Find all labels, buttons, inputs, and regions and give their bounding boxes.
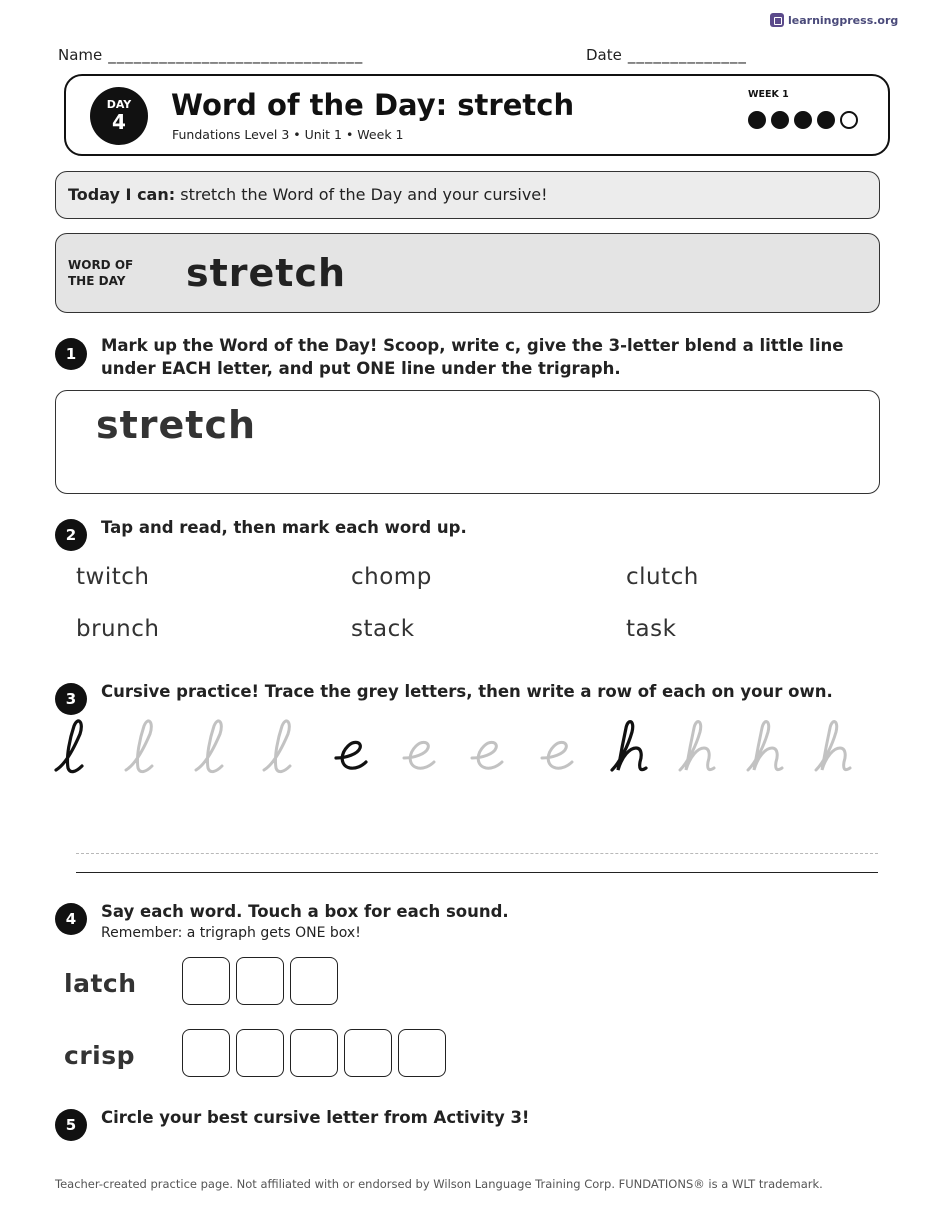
date-field[interactable] (586, 46, 747, 64)
week-label: WEEK 1 (748, 89, 789, 100)
name-blank: ______________________________ (108, 46, 364, 64)
word-of-day-box (55, 233, 880, 313)
book-icon (770, 13, 784, 27)
goal-lead: Today I can: (68, 185, 176, 204)
sound-box[interactable] (290, 1029, 338, 1077)
sound-box[interactable] (290, 957, 338, 1005)
activity-2-number: 2 (55, 519, 87, 551)
word-of-day-label: WORD OF THE DAY (68, 258, 134, 288)
activity-2-instruction: Tap and read, then mark each word up. (101, 518, 467, 537)
tap-word[interactable]: chomp (351, 564, 432, 590)
sound-box[interactable] (182, 957, 230, 1005)
goal-box (55, 171, 880, 219)
activity-3-instruction: Cursive practice! Trace the grey letters, then write a row of each on your own. (101, 682, 833, 701)
writing-guide-midline (76, 853, 878, 854)
name-label: Name (58, 46, 103, 64)
markup-box[interactable] (55, 390, 880, 494)
tap-word[interactable]: twitch (76, 564, 150, 590)
cursive-letter-row (50, 712, 870, 782)
cursive-l-trace (126, 721, 290, 772)
sound-box-row (182, 1029, 446, 1077)
markup-word: stretch (96, 403, 257, 447)
word-of-day-word: stretch (186, 251, 347, 295)
progress-dot-filled (748, 111, 766, 129)
sound-box[interactable] (344, 1029, 392, 1077)
tap-word[interactable]: brunch (76, 616, 160, 642)
writing-guide-baseline[interactable] (76, 872, 878, 873)
tap-word[interactable]: clutch (626, 564, 699, 590)
tap-word[interactable]: stack (351, 616, 415, 642)
sound-box[interactable] (398, 1029, 446, 1077)
brand-text: learningpress.org (788, 13, 899, 27)
cursive-h-trace (680, 722, 850, 770)
day-label: DAY (106, 98, 132, 111)
page-subtitle: Fundations Level 3 • Unit 1 • Week 1 (172, 127, 404, 142)
activity-5-number: 5 (55, 1109, 87, 1141)
tap-word[interactable]: task (626, 616, 677, 642)
sound-box[interactable] (236, 957, 284, 1005)
progress-dot-filled (771, 111, 789, 129)
activity-1-instruction: Mark up the Word of the Day! Scoop, write c, give the 3-letter blend a little line under EACH letter, and put ONE line under the trigraph. (101, 336, 844, 378)
footer-disclaimer: Teacher-created practice page. Not affiliated with or endorsed by Wilson Language Training Corp. FUNDATIONS® is a WLT trademark. (55, 1177, 823, 1191)
day-number: 4 (112, 110, 126, 134)
progress-dot-empty (840, 111, 858, 129)
sound-box-row (182, 957, 338, 1005)
brand (770, 13, 898, 27)
sound-box[interactable] (236, 1029, 284, 1077)
date-label: Date (586, 46, 622, 64)
name-field[interactable] (58, 46, 363, 64)
date-blank: ______________ (627, 46, 747, 64)
sound-word-label: latch (64, 969, 137, 998)
sound-box[interactable] (182, 1029, 230, 1077)
activity-3-number: 3 (55, 683, 87, 715)
activity-1-number: 1 (55, 338, 87, 370)
progress-dot-filled (817, 111, 835, 129)
header-card (64, 74, 890, 156)
cursive-e-trace (404, 742, 572, 768)
cursive-e-model (336, 742, 366, 768)
goal-text: stretch the Word of the Day and your cursive! (175, 185, 548, 204)
sound-word-label: crisp (64, 1041, 135, 1070)
cursive-h-model (612, 722, 646, 770)
cursive-l-model (56, 721, 82, 772)
activity-4-number: 4 (55, 903, 87, 935)
page-title: Word of the Day: stretch (171, 88, 575, 122)
activity-5-instruction: Circle your best cursive letter from Activity 3! (101, 1108, 530, 1127)
activity-4-instruction: Say each word. Touch a box for each sound. (101, 902, 509, 921)
progress-dot-filled (794, 111, 812, 129)
week-progress (748, 111, 858, 129)
day-badge (90, 87, 148, 145)
activity-4-reminder: Remember: a trigraph gets ONE box! (101, 925, 361, 941)
